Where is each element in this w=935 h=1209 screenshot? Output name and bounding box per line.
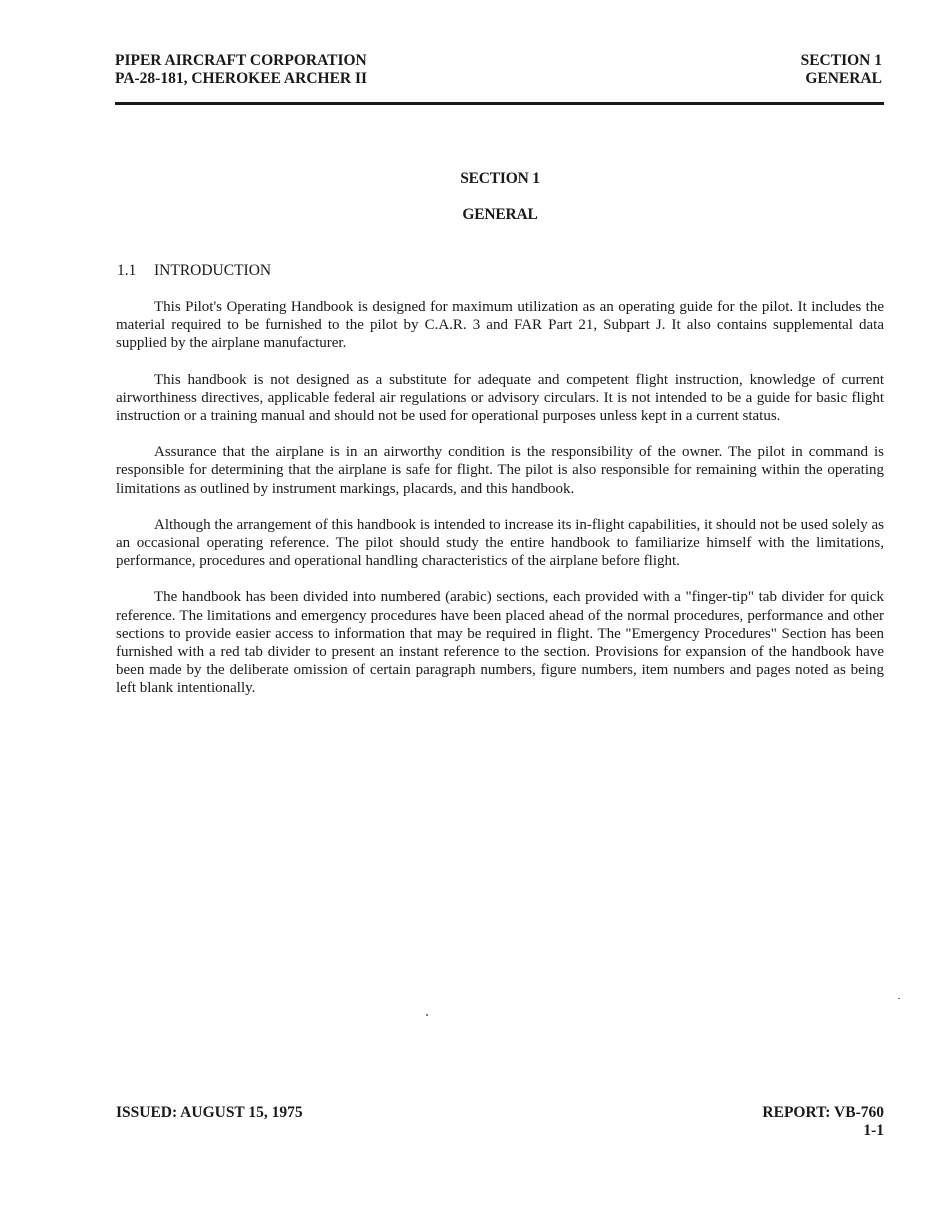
body-text — [116, 298, 884, 716]
footer-report: REPORT: VB-760 — [762, 1104, 884, 1121]
header-section-name: GENERAL — [805, 70, 882, 87]
page-number: 1-1 — [863, 1122, 884, 1139]
paragraph-2: This handbook is not designed as a substitute for adequate and competent flight instruction, knowledge of current airworthiness directives, applicable federal air regulations or advisory circulars. It is not intended to be a guide for basic flight instruction or a training manual and should not be used for operational purposes unless kept in a current status. — [116, 371, 884, 425]
header-right — [801, 52, 882, 88]
header-company: PIPER AIRCRAFT CORPORATION — [115, 52, 367, 69]
subsection-title: INTRODUCTION — [154, 262, 272, 279]
header-section: SECTION 1 — [800, 52, 882, 69]
section-name: GENERAL — [462, 206, 538, 223]
header-rule — [115, 102, 884, 105]
page-header — [115, 52, 882, 92]
paragraph-1: This Pilot's Operating Handbook is designed for maximum utilization as an operating guide for the pilot. It includes the material required to be furnished to the pilot by C.A.R. 3 and FAR Part 21, Subpart J. It also contains supplemental data supplied by the airplane manufacturer. — [116, 299, 884, 352]
footer-issued: ISSUED: AUGUST 15, 1975 — [116, 1104, 303, 1121]
header-model: PA-28-181, CHEROKEE ARCHER II — [115, 70, 368, 87]
subsection-number: 1.1 — [117, 262, 137, 279]
paragraph-5: The handbook has been divided into numbered (arabic) sections, each provided with a "finger-tip" tab divider for quick reference. The limitations and emergency procedures have been placed ahead of the normal procedures, performance and other sections to provide easier access to information that may be required in flight. The "Emergency Procedures" Section has been furnished with a red tab divider to present an instant reference to the section. Provisions for expansion of the handbook have been made by the deliberate omission of certain paragraph numbers, figure numbers, item numbers and pages noted as being left blank intentionally. — [116, 589, 884, 697]
scan-speck — [426, 1014, 428, 1016]
scan-speck — [898, 998, 900, 999]
section-title: SECTION 1 — [460, 170, 540, 187]
footer-right — [762, 1104, 884, 1140]
paragraph-3: Assurance that the airplane is in an airworthy condition is the responsibility of the owner. The pilot in command is responsible for determining that the airplane is safe for flight. The pilot is also responsible for remaining within the operating limitations as outlined by instrument markings, placards, and this handbook. — [116, 444, 884, 497]
header-left — [115, 52, 367, 88]
paragraph-4: Although the arrangement of this handbook is intended to increase its in-flight capabilities, it should not be used solely as an occasional operating reference. The pilot should study the entire handbook to familiarize himself with the limitations, performance, procedures and operational handling characteristics of the airplane before flight. — [116, 516, 884, 570]
subsection-heading — [117, 262, 271, 280]
